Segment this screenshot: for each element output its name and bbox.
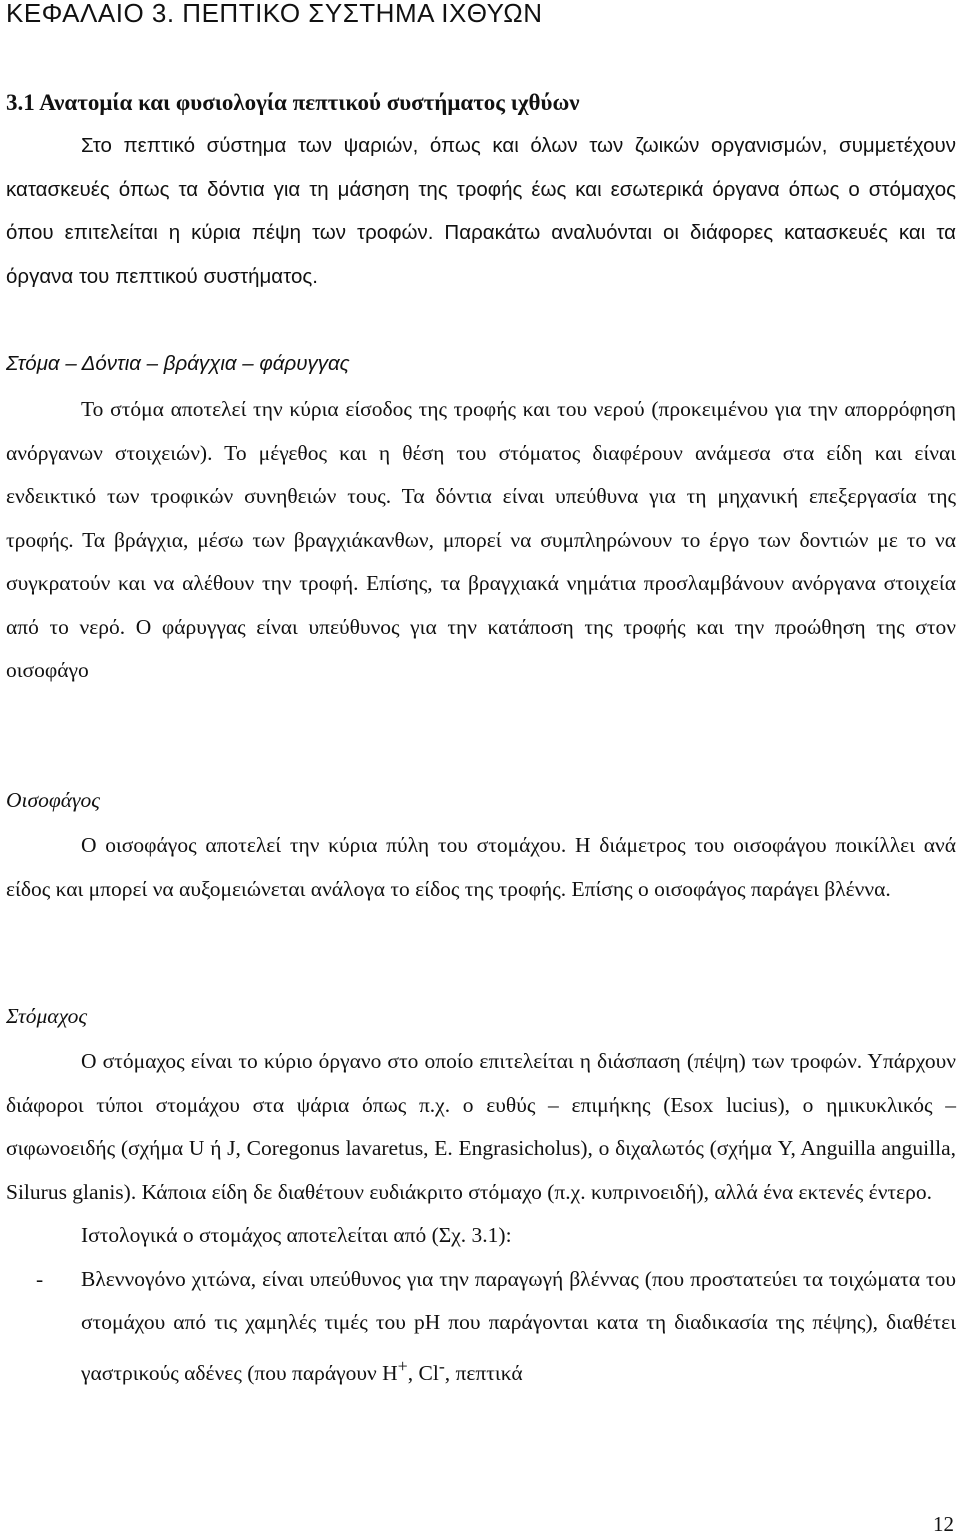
histology-line-wrapper xyxy=(6,1214,956,1258)
heading-stomach: Στόμαχος xyxy=(6,1004,88,1028)
list-item-end: , πεπτικά xyxy=(444,1360,523,1385)
page-number: 12 xyxy=(933,1512,954,1536)
mouth-paragraph-block xyxy=(6,388,956,693)
histology-line: Ιστολογικά ο στομάχος αποτελείται από (Σχ. 3.1): xyxy=(81,1223,512,1247)
heading-esophagus: Οισοφάγος xyxy=(6,788,100,812)
mouth-paragraph: Το στόμα αποτελεί την κύρια είσοδος της τροφής και του νερού (προκειμένου για την απορρόφηση ανόργανων στοιχειών). Το μέγεθος και η θέση του στόματος διαφέρουν ανάμεσα στα είδη και είναι ενδεικτικό των τροφικών συνηθειών τους. Τα δόντια είναι υπεύθυνα για τη μηχανική επεξεργασία της τροφής. Τα βράγχια, μέσω των βραγχιάκανθων, μπορεί να συμπληρώνουν το έργο των δοντιών με το να συγκρατούν και να αλέθουν την τροφή. Επίσης, τα βραγχιακά νημάτια προσλαμβάνουν ανόργανα στοιχεία από το νερό. Ο φάρυγγας είναι υπεύθυνος για την κατάποση της τροφής και την προώθηση της στον οισοφάγο xyxy=(6,397,956,682)
list-dash: - xyxy=(36,1266,44,1291)
stomach-paragraph-block xyxy=(6,1040,956,1395)
esophagus-paragraph-block xyxy=(6,824,956,911)
list-item-mid: , Cl xyxy=(407,1360,439,1385)
superscript-plus: + xyxy=(397,1355,408,1376)
heading-mouth-teeth-gills-pharynx: Στόμα – Δόντια – βράγχια – φάρυγγας xyxy=(6,352,350,375)
intro-paragraph-block xyxy=(6,124,956,298)
superscript-minus: - xyxy=(438,1355,445,1376)
intro-paragraph: Στο πεπτικό σύστημα των ψαριών, όπως και όλων των ζωικών οργανισμών, συμμετέχουν κατασκευές όπως τα δόντια για τη μάσηση της τροφής έως και εσωτερικά όργανα όπως ο στόμαχος όπου επιτελείται η κύρια πέψη των τροφών. Παρακάτω αναλυόνται οι διάφορες κατασκευές και τα όργανα του πεπτικού συστήματος. xyxy=(6,134,956,288)
section-title: 3.1 Ανατομία και φυσιολογία πεπτικού συστήματος ιχθύων xyxy=(6,90,580,115)
stomach-paragraph: Ο στόμαχος είναι το κύριο όργανο στο οποίο επιτελείται η διάσπαση (πέψη) των τροφών. Υπάρχουν διάφοροι τύποι στομάχου στα ψάρια όπως π.χ. ο ευθύς – επιμήκης (Esox lucius), ο ημικυκλικός – σιφωνοειδής (σχήμα U ή J, Coregonus lavaretus, E. Engrasicholus), ο διχαλωτός (σχήμα Y, Anguilla anguilla, Silurus glanis). Κάποια είδη δε διαθέτουν ευδιάκριτο στόμαχο (π.χ. κυπρινοειδή), αλλά ένα εκτενές έντερο. xyxy=(6,1049,956,1204)
list-item-text: Βλεννογόνο χιτώνα, είναι υπεύθυνος για την παραγωγή βλέννας (που προστατεύει τα τοιχώματα του στομάχου από τις χαμηλές τιμές του pH που παράγονται κατα τη διαδικασία της πέψης), διαθέτει γαστρικούς αδένες (που παράγουν H xyxy=(81,1266,956,1385)
list-item xyxy=(6,1258,956,1396)
esophagus-paragraph: Ο οισοφάγος αποτελεί την κύρια πύλη του στομάχου. Η διάμετρος του οισοφάγου ποικίλλει ανά είδος και μπορεί να αυξομειώνεται ανάλογα το είδος της τροφής. Επίσης ο οισοφάγος παράγει βλέννα. xyxy=(6,833,956,901)
chapter-title: ΚΕΦΑΛΑΙΟ 3. ΠΕΠΤΙΚΟ ΣΥΣΤΗΜΑ ΙΧΘΥΩΝ xyxy=(6,0,543,28)
